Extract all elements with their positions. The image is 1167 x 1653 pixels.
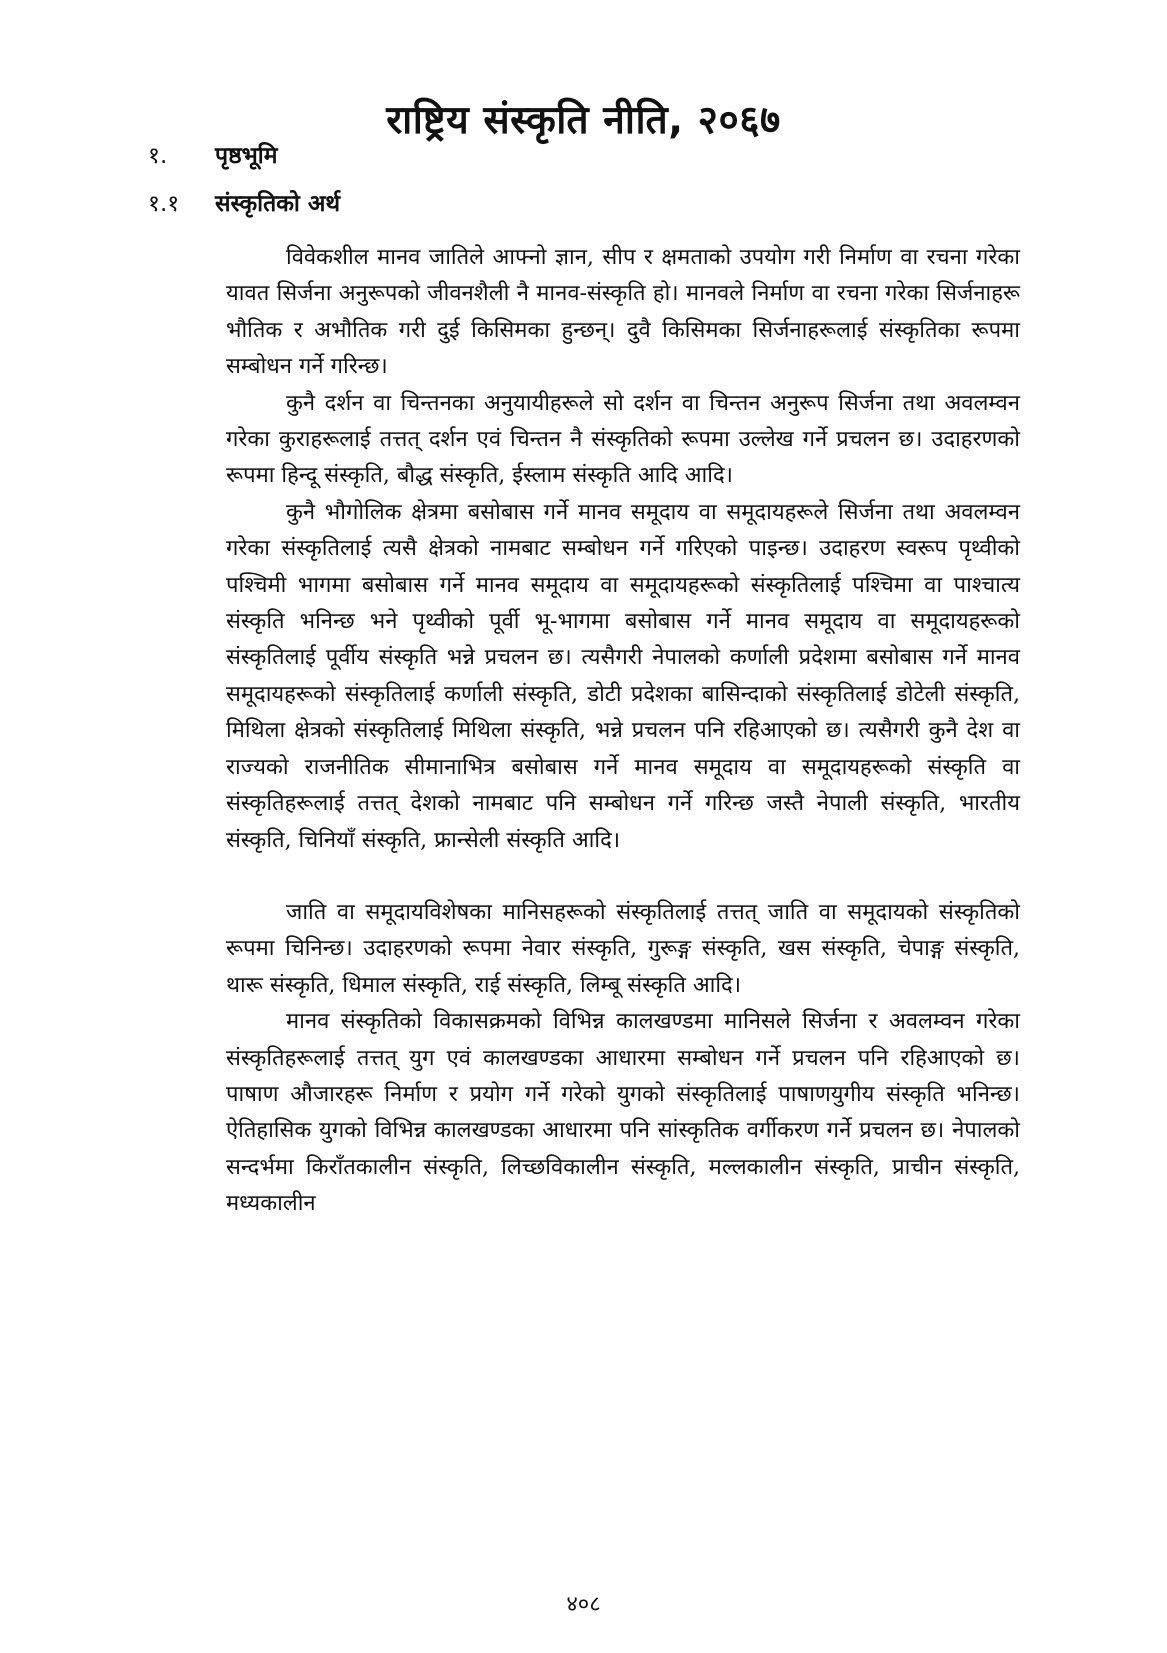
page-number: ४०८ [566, 1592, 601, 1617]
page-title: राष्ट्रिय संस्कृति नीति, २०६७ [386, 98, 781, 143]
paragraph-5: मानव संस्कृतिको विकासक्रमको विभिन्न कालखण्डमा मानिसले सिर्जना र अवलम्वन गरेका संस्कृतिहरूलाई तत्तत् युग एवं कालखण्डका आधारमा सम्बोधन गर्ने प्रचलन पनि रहिआएको छ। पाषाण औजारहरू निर्माण र प्रयोग गर्ने गरेको युगको संस्कृतिलाई पाषाणयुगीय संस्कृति भनिन्छ। ऐतिहासिक युगको विभिन्न कालखण्डका आधारमा पनि सांस्कृतिक वर्गीकरण गर्ने प्रचलन छ। नेपालको सन्दर्भमा किराँतकालीन संस्कृति, लिच्छविकालीन संस्कृति, मल्लकालीन संस्कृति, प्राचीन संस्कृति, मध्यकालीन [226, 1009, 1020, 1217]
section-heading: पृष्ठभूमि [215, 143, 278, 169]
section-number: १. [148, 143, 168, 169]
body-text [226, 240, 1020, 1223]
paragraph-1: विवेकशील मानव जातिले आफ्नो ज्ञान, सीप र क्षमताको उपयोग गरी निर्माण वा रचना गरेका यावत सिर्जना अनुरूपको जीवनशैली नै मानव-संस्कृति हो। मानवले निर्माण वा रचना गरेका सिर्जनाहरू भौतिक र अभौतिक गरी दुई किसिमका हुन्छन्। दुवै किसिमका सिर्जनाहरूलाई संस्कृतिका रूपमा सम्बोधन गर्ने गरिन्छ। [226, 245, 1020, 380]
paragraph-4: जाति वा समूदायविशेषका मानिसहरूको संस्कृतिलाई तत्तत् जाति वा समूदायको संस्कृतिको रूपमा चिनिन्छ। उदाहरणको रूपमा नेवार संस्कृति, गुरूङ्ग संस्कृति, खस संस्कृति, चेपाङ्ग संस्कृति, थारू संस्कृति, धिमाल संस्कृति, राई संस्कृति, लिम्बू संस्कृति आदि। [226, 899, 1020, 998]
paragraph-3: कुनै भौगोलिक क्षेत्रमा बसोबास गर्ने मानव समूदाय वा समूदायहरूले सिर्जना तथा अवलम्वन गरेका संस्कृतिलाई त्यसै क्षेत्रको नामबाट सम्बोधन गर्ने गरिएको पाइन्छ। उदाहरण स्वरूप पृथ्वीको पश्चिमी भागमा बसोबास गर्ने मानव समूदाय वा समूदायहरूको संस्कृतिलाई पश्चिमा वा पाश्चात्य संस्कृति भनिन्छ भने पृथ्वीको पूर्वी भू-भागमा बसोबास गर्ने मानव समूदाय वा समूदायहरूको संस्कृतिलाई पूर्वीय संस्कृति भन्ने प्रचलन छ। त्यसैगरी नेपालको कर्णाली प्रदेशमा बसोबास गर्ने मानव समूदायहरूको संस्कृतिलाई कर्णाली संस्कृति, डोटी प्रदेशका बासिन्दाको संस्कृतिलाई डोटेली संस्कृति, मिथिला क्षेत्रको संस्कृतिलाई मिथिला संस्कृति, भन्ने प्रचलन पनि रहिआएको छ। त्यसैगरी कुनै देश वा राज्यको राजनीतिक सीमानाभित्र बसोबास गर्ने मानव समूदाय वा समूदायहरूको संस्कृति वा संस्कृतिहरूलाई तत्तत् देशको नामबाट पनि सम्बोधन गर्ने गरिन्छ जस्तै नेपाली संस्कृति, भारतीय संस्कृति, चिनियाँ संस्कृति, फ्रान्सेली संस्कृति आदि। [226, 499, 1020, 853]
subsection-heading: संस्कृतिको अर्थ [215, 191, 341, 217]
paragraph-2: कुनै दर्शन वा चिन्तनका अनुयायीहरूले सो दर्शन वा चिन्तन अनुरूप सिर्जना तथा अवलम्वन गरेका कुराहरूलाई तत्तत् दर्शन एवं चिन्तन नै संस्कृतिको रूपमा उल्लेख गर्ने प्रचलन छ। उदाहरणको रूपमा हिन्दू संस्कृति, बौद्ध संस्कृति, ईस्लाम संस्कृति आदि आदि। [226, 390, 1020, 489]
subsection-number: १.१ [148, 191, 180, 217]
paragraph-gap [226, 859, 1020, 895]
